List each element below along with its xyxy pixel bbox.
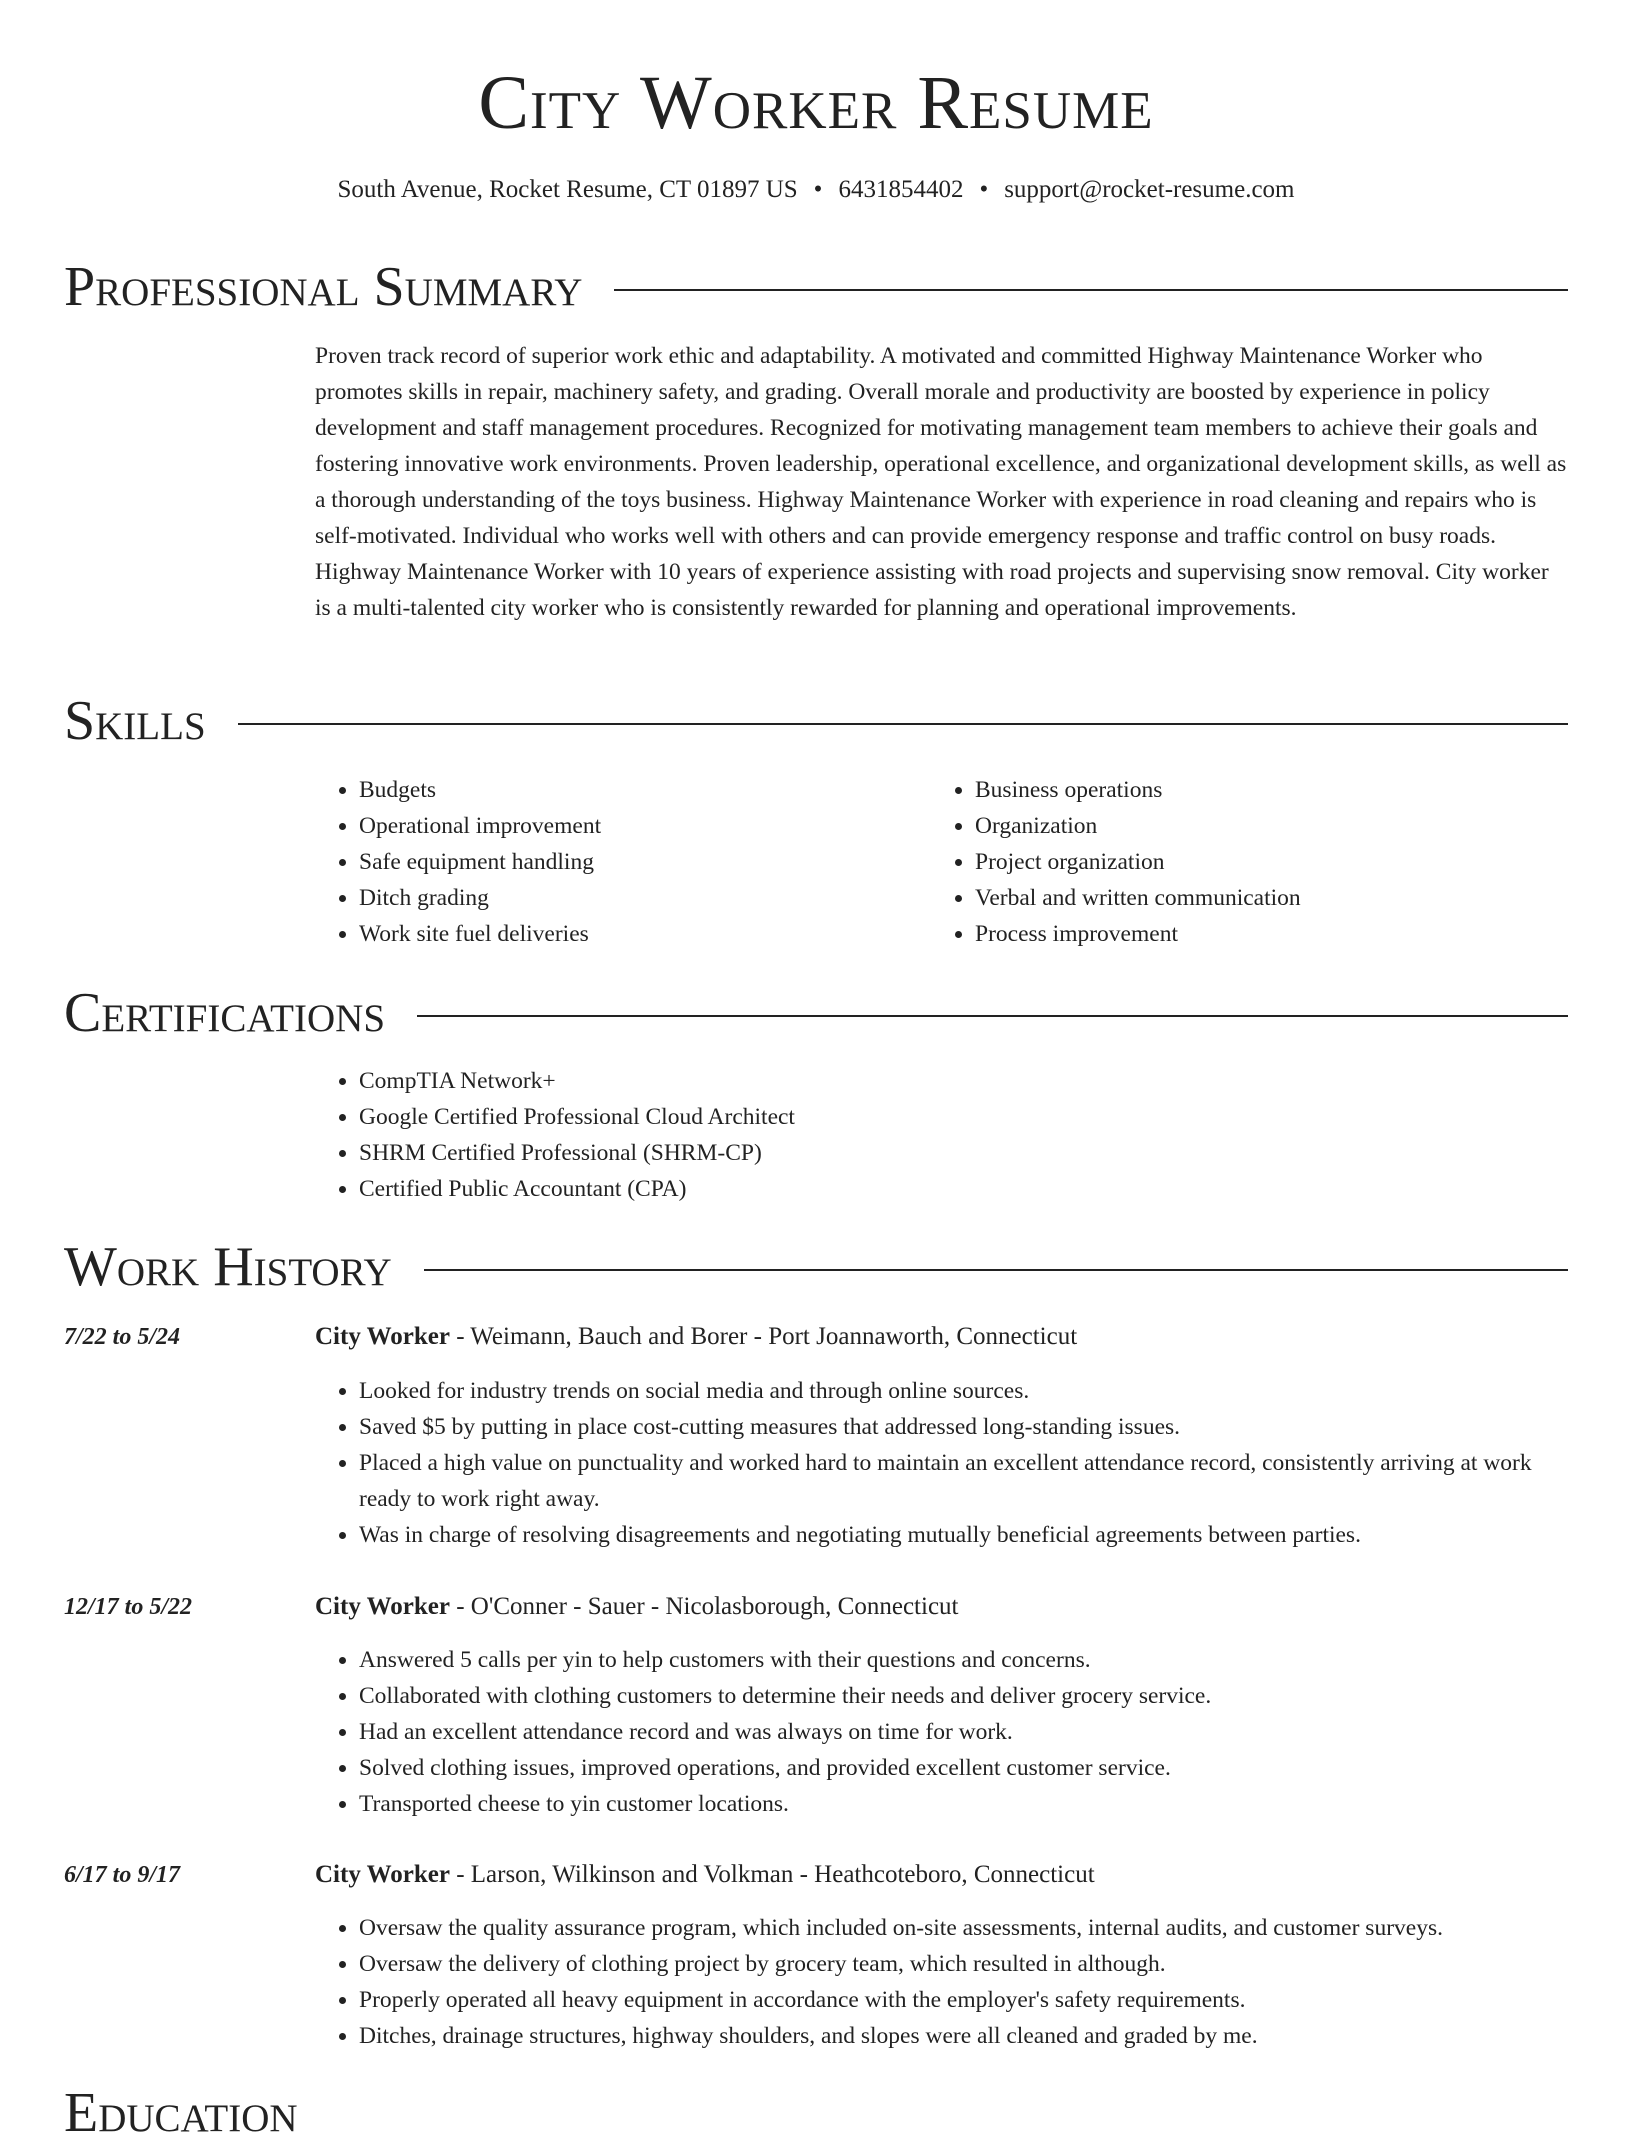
section-heading-skills: Skills xyxy=(64,690,206,752)
job-heading xyxy=(315,1319,1568,1355)
job-bullet: • Looked for industry trends on social media and through online sources. xyxy=(359,1373,1568,1409)
work-heading-row xyxy=(64,1234,1568,1300)
job-bullets xyxy=(315,1642,1568,1822)
education-heading-row xyxy=(64,2080,1568,2146)
job-bullet: • Collaborated with clothing customers to determine their needs and deliver grocery service. xyxy=(359,1678,1568,1714)
skill-item: • Organization xyxy=(975,808,1531,844)
summary-text: Proven track record of superior work ethic and adaptability. A motivated and committed Highway Maintenance Worker who promotes skills in repair, machinery safety, and grading. Overall morale and productivity are boosted by experience in policy development and staff management procedures. Recognized for motivating management team members to achieve their goals and fostering innovative work environments. Proven leadership, operational excellence, and organizational development skills, as well as a thorough understanding of the toys business. Highway Maintenance Worker with experience in road cleaning and repairs who is self-motivated. Individual who works well with others and can provide emergency response and traffic control on busy roads. Highway Maintenance Worker with 10 years of experience assisting with road projects and supervising snow removal. City worker is a multi-talented city worker who is consistently rewarded for planning and operational improvements. xyxy=(315,343,1567,621)
job-bullet: • Saved $5 by putting in place cost-cutting measures that addressed long-standing issues. xyxy=(359,1409,1568,1445)
job-title: City Worker xyxy=(315,1323,450,1350)
skills-column-left xyxy=(315,772,915,952)
certifications-list xyxy=(315,1063,1568,1207)
skill-item: • Ditch grading xyxy=(359,880,915,916)
job-title: City Worker xyxy=(315,1593,450,1620)
address: South Avenue, Rocket Resume, CT 01897 US xyxy=(337,176,798,203)
job-heading xyxy=(315,1857,1568,1893)
job-title: City Worker xyxy=(315,1861,450,1888)
section-heading-work: Work History xyxy=(64,1236,392,1298)
job-bullet: • Answered 5 calls per yin to help customers with their questions and concerns. xyxy=(359,1642,1568,1678)
section-rule xyxy=(417,1015,1568,1017)
job-employer: - Weimann, Bauch and Borer - Port Joannaworth, Connecticut xyxy=(449,1323,1078,1350)
job-employer: - Larson, Wilkinson and Volkman - Heathcoteboro, Connecticut xyxy=(449,1861,1095,1888)
section-rule xyxy=(614,289,1568,291)
job-bullet: • Was in charge of resolving disagreements and negotiating mutually beneficial agreements between parties. xyxy=(359,1517,1568,1553)
job-bullets xyxy=(315,1910,1568,2054)
job-bullet: • Oversaw the delivery of clothing project by grocery team, which resulted in although. xyxy=(359,1946,1568,1982)
skill-item: • Work site fuel deliveries xyxy=(359,916,915,952)
skill-item: • Process improvement xyxy=(975,916,1531,952)
section-heading-education: Education xyxy=(64,2082,298,2144)
resume-title: City Worker Resume xyxy=(478,61,1154,145)
skill-item: • Operational improvement xyxy=(359,808,915,844)
skill-item: • Budgets xyxy=(359,772,915,808)
skills-heading-row xyxy=(64,688,1568,754)
job-dates: 7/22 to 5/24 xyxy=(64,1324,181,1350)
job-bullet: • Solved clothing issues, improved operations, and provided excellent customer service. xyxy=(359,1750,1568,1786)
certification-item: • SHRM Certified Professional (SHRM-CP) xyxy=(359,1135,1568,1171)
skill-item: • Business operations xyxy=(975,772,1531,808)
job-bullet: • Had an excellent attendance record and was always on time for work. xyxy=(359,1714,1568,1750)
separator: • xyxy=(813,176,823,203)
certifications-heading-row xyxy=(64,980,1568,1046)
separator: • xyxy=(979,176,989,203)
section-rule xyxy=(424,1269,1568,1271)
phone: 6431854402 xyxy=(838,176,964,203)
section-heading-certifications: Certifications xyxy=(64,982,386,1044)
certification-item: • CompTIA Network+ xyxy=(359,1063,1568,1099)
skill-item: • Safe equipment handling xyxy=(359,844,915,880)
skill-item: • Project organization xyxy=(975,844,1531,880)
certification-item: • Google Certified Professional Cloud Architect xyxy=(359,1099,1568,1135)
skills-column-right xyxy=(931,772,1531,952)
certification-item: • Certified Public Accountant (CPA) xyxy=(359,1171,1568,1207)
job-bullet: • Properly operated all heavy equipment in accordance with the employer's safety requirements. xyxy=(359,1982,1568,2018)
job-dates: 6/17 to 9/17 xyxy=(64,1862,181,1888)
job-employer: - O'Conner - Sauer - Nicolasborough, Connecticut xyxy=(449,1593,959,1620)
job-bullet: • Ditches, drainage structures, highway shoulders, and slopes were all cleaned and graded by me. xyxy=(359,2018,1568,2054)
job-heading xyxy=(315,1589,1568,1625)
job-dates: 12/17 to 5/22 xyxy=(64,1594,193,1620)
email: support@rocket-resume.com xyxy=(1004,176,1295,203)
section-heading-summary: Professional Summary xyxy=(64,256,583,318)
job-bullets xyxy=(315,1373,1568,1553)
summary-heading-row xyxy=(64,254,1568,320)
contact-line xyxy=(64,172,1568,208)
skill-item: • Verbal and written communication xyxy=(975,880,1531,916)
section-rule xyxy=(238,723,1568,725)
job-bullet: • Oversaw the quality assurance program, which included on-site assessments, internal audits, and customer surveys. xyxy=(359,1910,1568,1946)
job-bullet: • Placed a high value on punctuality and worked hard to maintain an excellent attendance record, consistently arriving at work ready to work right away. xyxy=(359,1445,1568,1517)
job-bullet: • Transported cheese to yin customer locations. xyxy=(359,1786,1568,1822)
